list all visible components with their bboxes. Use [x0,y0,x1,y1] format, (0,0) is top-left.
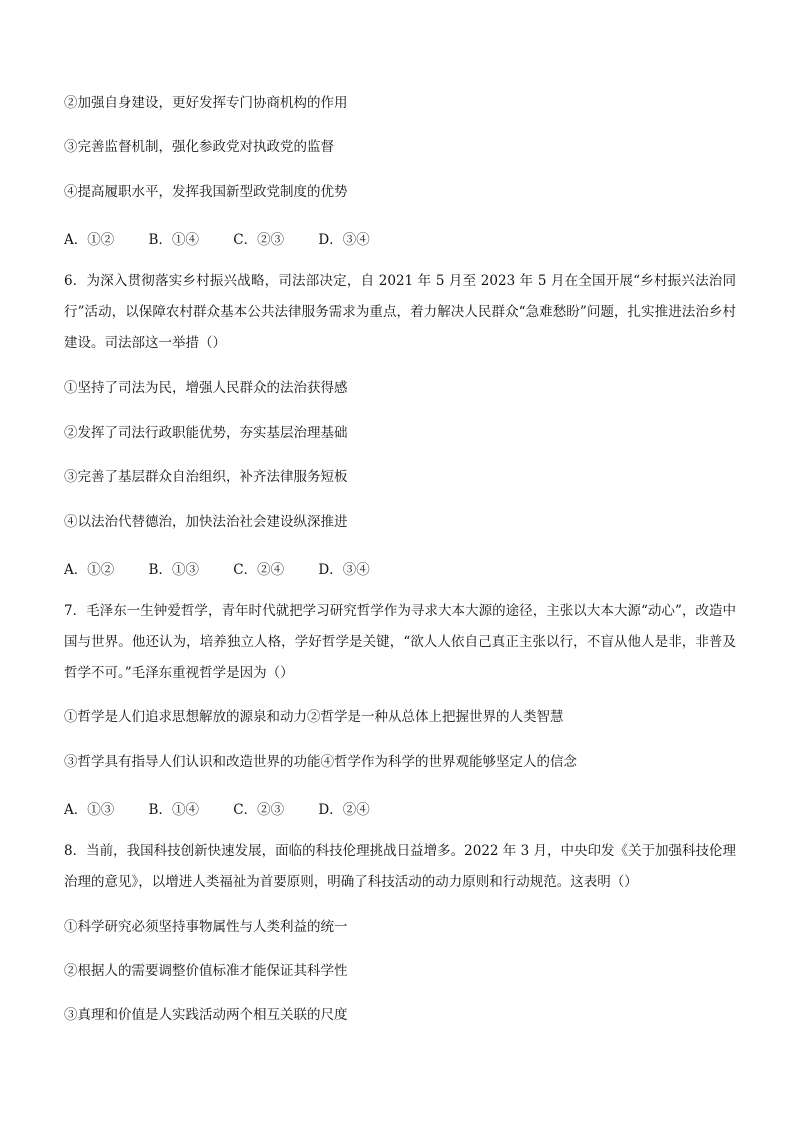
q6-choices [64,558,400,578]
q6-item-4: ④以法治代替德治，加快法治社会建设纵深推进 [64,514,348,530]
q5-option-b: B．①④ [148,232,199,248]
q7-option-a: A．①③ [64,802,115,818]
q7-items-row-1: ①哲学是人们追求思想解放的源泉和动力②哲学是一种从总体上把握世界的人类智慧 [64,709,564,725]
q5-option-c: C．②③ [233,232,285,248]
q6-option-d: D．③④ [318,562,370,578]
q5-option-d: D．③④ [318,232,370,248]
q6-option-c: C．②④ [233,562,285,578]
q5-item-4: ④提高履职水平，发挥我国新型政党制度的优势 [64,184,348,200]
q5-item-3: ③完善监督机制，强化参政党对执政党的监督 [64,139,334,155]
q8-item-3: ③真理和价值是人实践活动两个相互关联的尺度 [64,1007,348,1023]
q7-choices [64,798,400,818]
q7-option-c: C．②③ [233,802,285,818]
q7-option-d: D．②④ [318,802,370,818]
q7-items-row-2: ③哲学具有指导人们认识和改造世界的功能④哲学作为科学的世界观能够坚定人的信念 [64,754,577,770]
q5-choices [64,228,400,248]
q6-item-2: ②发挥了司法行政职能优势，夯实基层治理基础 [64,425,348,441]
q8-stem: 8．当前，我国科技创新快速发展，面临的科技伦理挑战日益增多。2022 年 3 月，中央印发《关于加强科技伦理治理的意见》，以增进人类福祉为首要原则，明确了科技活动的动力原则和行动规范。这表明（） [64,843,736,890]
q8-item-2: ②根据人的需要调整价值标准才能保证其科学性 [64,963,348,979]
q5-option-a: A．①② [64,232,115,248]
q7-stem: 7．毛泽东一生钟爱哲学，青年时代就把学习研究哲学作为寻求大本大源的途径，主张以大本大源“动心”，改造中国与世界。他还认为，培养独立人格，学好哲学是关键，“欲人人依自己真正主张以行，不盲从他人是非，非普及哲学不可。”毛泽东重视哲学是因为（） [64,603,736,681]
q6-option-b: B．①③ [148,562,199,578]
q6-stem: 6．为深入贯彻落实乡村振兴战略，司法部决定，自 2021 年 5 月至 2023 年 5 月在全国开展“乡村振兴法治同行”活动，以保障农村群众基本公共法律服务需求为重点，着力解决人民群众“急难愁盼”问题，扎实推进法治乡村建设。司法部这一举措（） [64,273,736,351]
q6-item-1: ①坚持了司法为民，增强人民群众的法治获得感 [64,380,348,396]
q5-item-2: ②加强自身建设，更好发挥专门协商机构的作用 [64,95,348,111]
q6-option-a: A．①② [64,562,115,578]
q6-item-3: ③完善了基层群众自治组织，补齐法律服务短板 [64,469,348,485]
q7-option-b: B．①④ [148,802,199,818]
q8-item-1: ①科学研究必须坚持事物属性与人类利益的统一 [64,919,348,935]
